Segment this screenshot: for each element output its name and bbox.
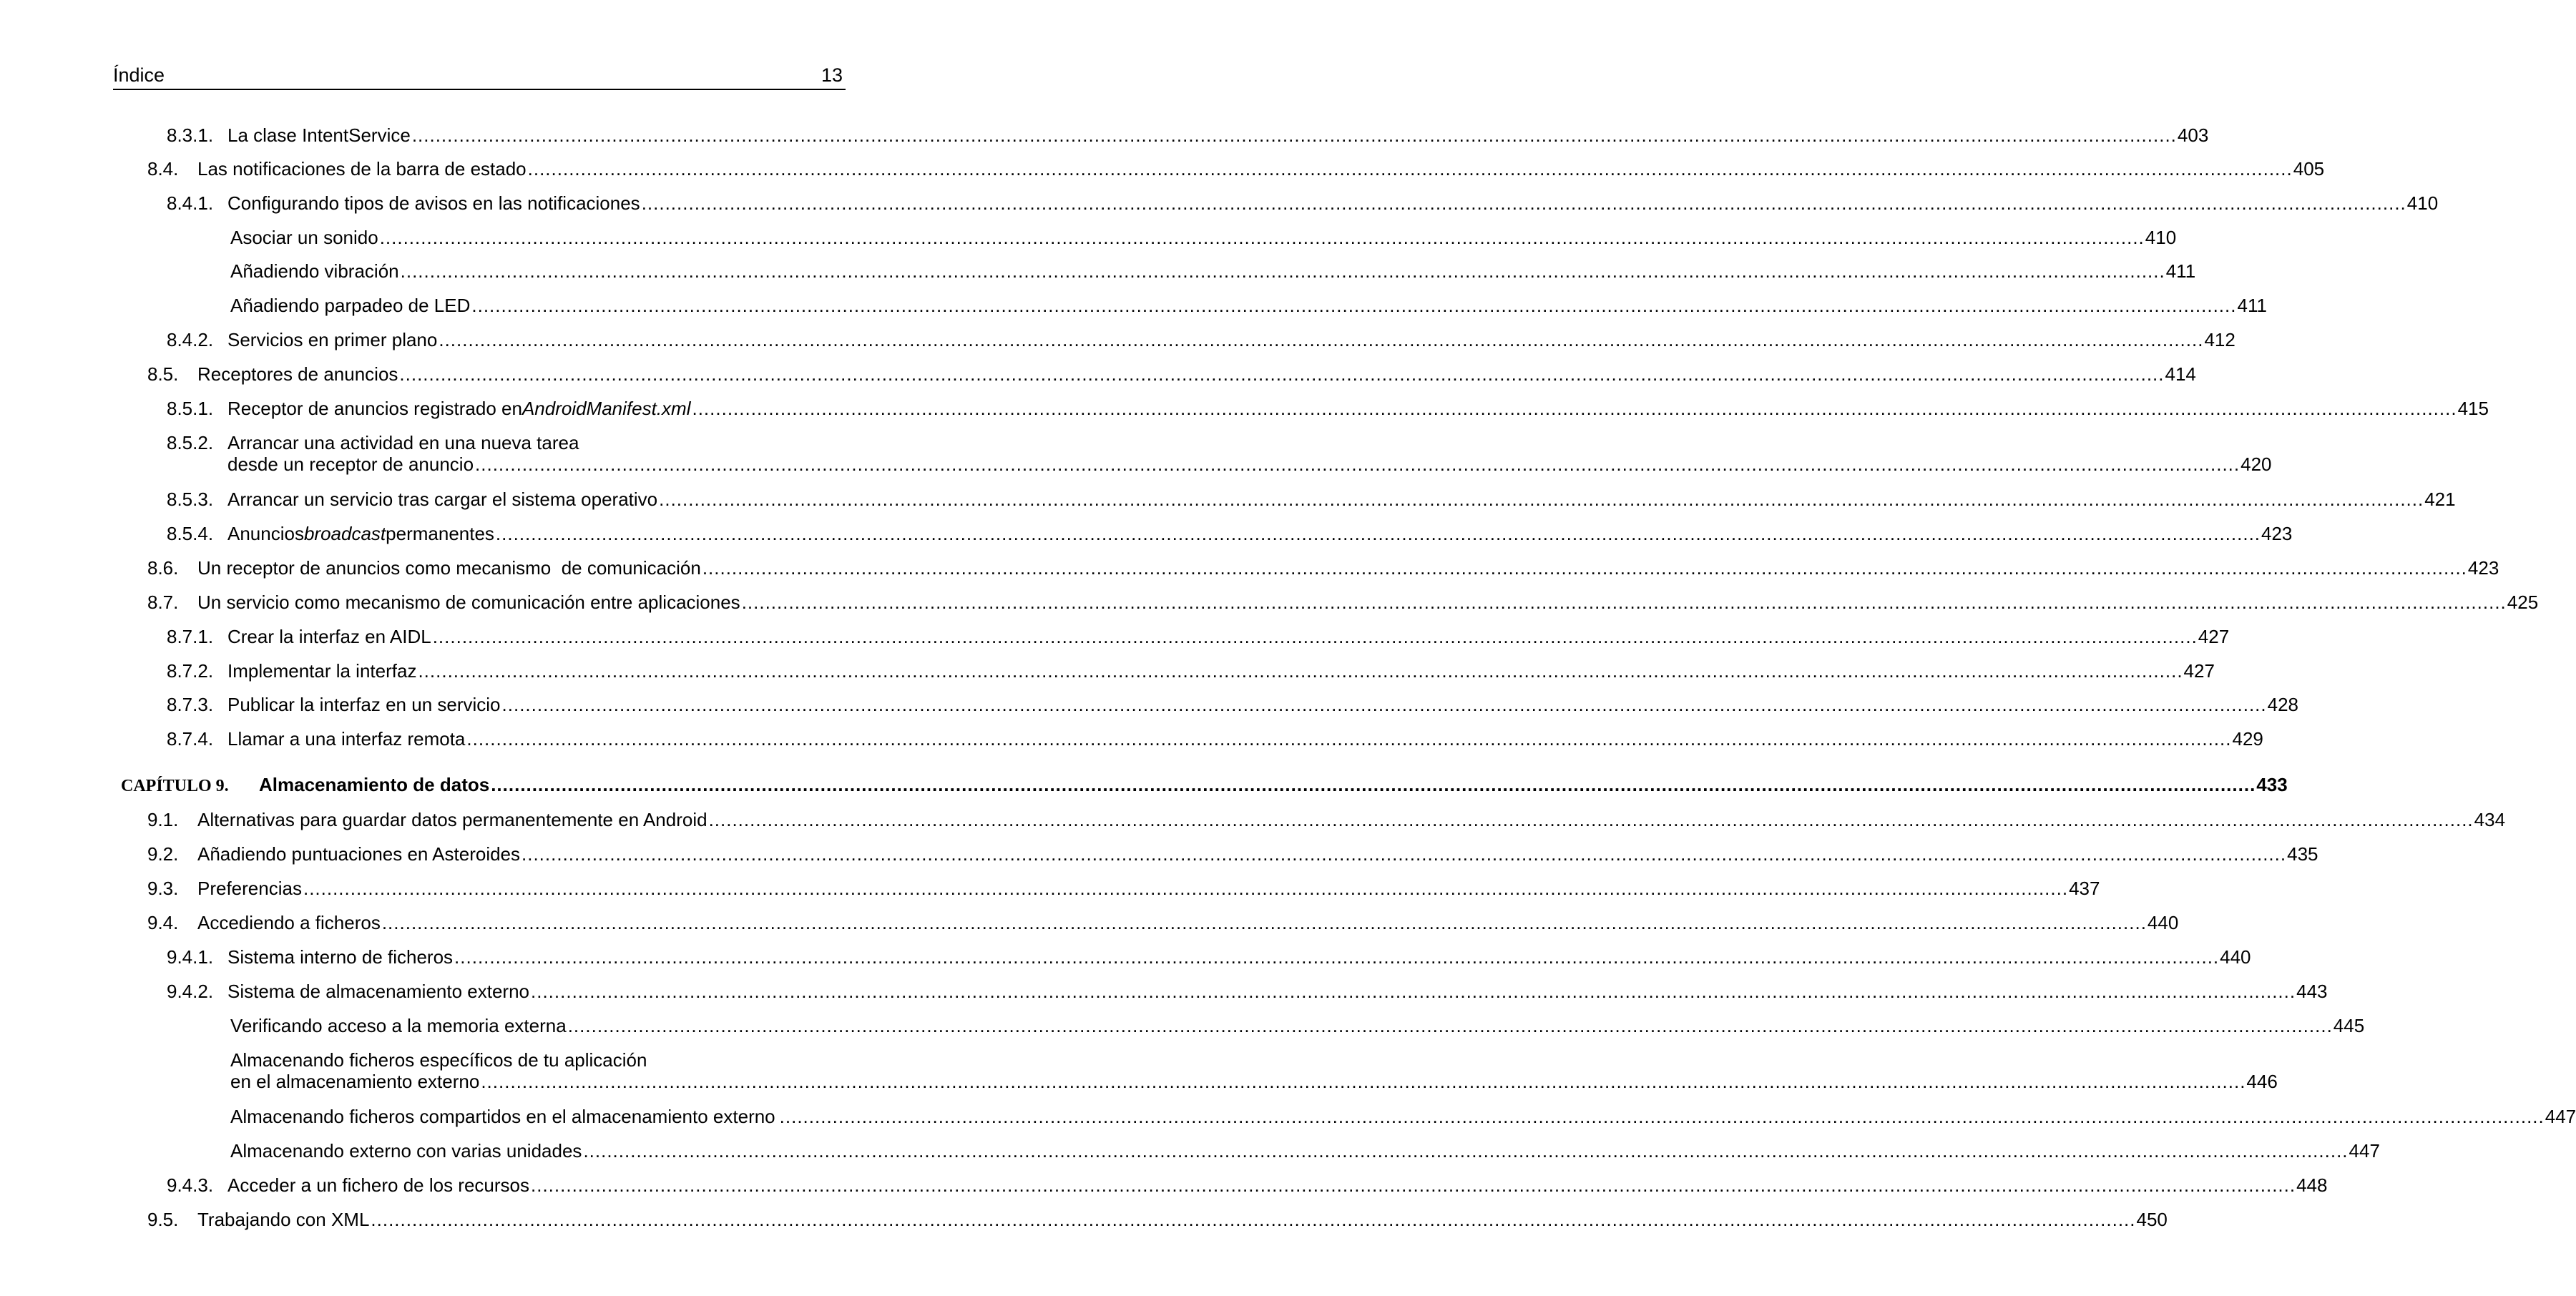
toc-entry-number: 9.4.1. — [167, 946, 214, 968]
toc-entry-number: 8.5.1. — [167, 398, 214, 419]
toc-entry-title: Acceder a un fichero de los recursos — [227, 1174, 529, 1196]
toc-entry — [167, 1174, 2328, 1197]
toc-entry — [147, 912, 2179, 934]
toc-entry-page: 429 — [2232, 728, 2263, 750]
toc-entry-title: Arrancar una actividad en una nueva tarea — [227, 432, 579, 453]
toc-entry-title: Sistema interno de ficheros — [227, 946, 454, 968]
toc-entry-page: 434 — [2474, 809, 2506, 830]
dot-leader: ............................................................................................................................................................................................................................................................................................................ — [475, 453, 2240, 475]
toc-entry-title: Accediendo a ficheros — [197, 912, 381, 933]
toc-entry — [230, 260, 2196, 283]
toc-entry-title-line2: en el almacenamiento externo — [230, 1071, 480, 1092]
toc-entry-page: 423 — [2261, 523, 2293, 544]
toc-entry-page: 421 — [2424, 489, 2456, 510]
toc-entry-title: Anuncios — [227, 523, 304, 544]
toc-entry — [147, 591, 2539, 614]
toc-entry-title: Añadiendo puntuaciones en Asteroides — [197, 843, 521, 865]
toc-entry-page: 411 — [2165, 260, 2196, 282]
toc-entry — [167, 523, 2293, 545]
toc-entry-page: 447 — [2545, 1106, 2576, 1127]
toc-entry — [147, 843, 2318, 865]
toc-entry — [167, 728, 2263, 750]
toc-entry-number: 9.5. — [147, 1209, 179, 1230]
toc-entry-page: 415 — [2457, 398, 2489, 419]
toc-entry-page: 420 — [2240, 453, 2272, 475]
toc-entry-page: 445 — [2333, 1015, 2365, 1036]
toc-entry-number: 8.5. — [147, 363, 179, 385]
dot-leader: ............................................................................................................................................................................................................................................................................................................ — [303, 878, 2069, 899]
dot-leader: ............................................................................................................................................................................................................................................................................................................ — [379, 227, 2145, 248]
dot-leader: ............................................................................................................................................................................................................................................................................................................ — [741, 591, 2507, 613]
toc-entry — [147, 557, 2499, 579]
toc-entry — [167, 694, 2299, 716]
toc-entry-page: 447 — [2349, 1140, 2380, 1162]
toc-entry — [167, 192, 2439, 215]
toc-entry-page: 410 — [2145, 227, 2177, 248]
toc-entry-title-after: permanentes — [386, 523, 494, 544]
toc-entry — [147, 1209, 2168, 1231]
dot-leader: ............................................................................................................................................................................................................................................................................................................ — [702, 557, 2467, 579]
toc-entry-page: 425 — [2507, 591, 2539, 613]
dot-leader: ............................................................................................................................................................................................................................................................................................................ — [481, 1071, 2246, 1092]
dot-leader: ............................................................................................................................................................................................................................................................................................................ — [692, 398, 2457, 419]
dot-leader: ............................................................................................................................................................................................................................................................................................................ — [400, 260, 2165, 282]
toc-entry-number: 9.1. — [147, 809, 179, 830]
toc-entry-title: Añadiendo parpadeo de LED — [230, 295, 471, 316]
toc-entry — [147, 878, 2100, 900]
toc-entry-title: Publicar la interfaz en un servicio — [227, 694, 501, 715]
toc-entry-number: 8.4. — [147, 158, 179, 180]
dot-leader: ............................................................................................................................................................................................................................................................................................................ — [495, 523, 2261, 544]
toc-entry-page: 405 — [2293, 158, 2325, 180]
toc-entry-page: 440 — [2220, 946, 2251, 968]
dot-leader: ............................................................................................................................................................................................................................................................................................................ — [411, 124, 2177, 146]
toc-entry — [167, 981, 2328, 1003]
toc-entry — [167, 432, 2272, 476]
toc-entry-number: 8.5.4. — [167, 523, 214, 544]
chapter-title: Almacenamiento de datos — [259, 774, 490, 795]
toc-entry — [230, 1015, 2365, 1037]
toc-entry-number: 9.2. — [147, 843, 179, 865]
toc-entry-page: 423 — [2467, 557, 2499, 579]
toc-entry-title: Servicios en primer plano — [227, 329, 438, 350]
toc-entry — [230, 1106, 2576, 1128]
dot-leader: ............................................................................................................................................................................................................................................................................................................ — [466, 728, 2232, 750]
page-header — [113, 62, 846, 90]
dot-leader: ............................................................................................................................................................................................................................................................................................................ — [521, 843, 2287, 865]
toc-entry-title: Receptores de anuncios — [197, 363, 398, 385]
header-page-number: 13 — [821, 64, 843, 86]
toc-entry-title: Trabajando con XML — [197, 1209, 370, 1230]
toc-entry — [147, 363, 2196, 386]
dot-leader: ............................................................................................................................................................................................................................................................................................................ — [454, 946, 2220, 968]
toc-entry-title: Un receptor de anuncios como mecanismo de comunicación — [197, 557, 701, 579]
dot-leader: ............................................................................................................................................................................................................................................................................................................ — [531, 981, 2296, 1002]
toc-entry-title-line2: desde un receptor de anuncio — [227, 453, 474, 475]
toc-entry-title: Llamar a una interfaz remota — [227, 728, 466, 750]
toc-entry — [167, 124, 2209, 147]
dot-leader: ............................................................................................................................................................................................................................................................................................................ — [779, 1106, 2545, 1127]
toc-entry-number: 8.7.1. — [167, 626, 214, 647]
dot-leader: ............................................................................................................................................................................................................................................................................................................ — [432, 626, 2198, 647]
toc-entry — [147, 158, 2325, 180]
header-title: Índice — [113, 64, 165, 86]
toc-entry-title: Sistema de almacenamiento externo — [227, 981, 530, 1002]
toc-entry-page: 440 — [2147, 912, 2179, 933]
toc-entry-page: 427 — [2198, 626, 2230, 647]
toc-entry-page: 443 — [2296, 981, 2328, 1002]
toc-entry-title-italic: broadcast — [303, 523, 386, 544]
dot-leader: ............................................................................................................................................................................................................................................................................................................ — [491, 774, 2256, 795]
dot-leader: ............................................................................................................................................................................................................................................................................................................ — [527, 158, 2293, 180]
toc-entry-title: Crear la interfaz en AIDL — [227, 626, 431, 647]
dot-leader: ............................................................................................................................................................................................................................................................................................................ — [371, 1209, 2136, 1230]
toc-entry-page: 446 — [2246, 1071, 2278, 1092]
toc-entry-page: 437 — [2069, 878, 2100, 899]
toc-entry-number: 9.4.2. — [167, 981, 214, 1002]
toc-entry-title: Configurando tipos de avisos en las notificaciones — [227, 192, 640, 214]
dot-leader: ............................................................................................................................................................................................................................................................................................................ — [659, 489, 2424, 510]
toc-entry-page: 411 — [2237, 295, 2267, 316]
toc-entry-number: 8.4.1. — [167, 192, 214, 214]
dot-leader: ............................................................................................................................................................................................................................................................................................................ — [583, 1140, 2349, 1162]
dot-leader: ............................................................................................................................................................................................................................................................................................................ — [567, 1015, 2333, 1036]
dot-leader: ............................................................................................................................................................................................................................................................................................................ — [471, 295, 2237, 316]
toc-entry — [167, 398, 2489, 420]
toc-entry-number: 8.5.2. — [167, 432, 214, 453]
toc-entry-page: 403 — [2177, 124, 2209, 146]
toc-entry-number: 8.7.2. — [167, 660, 214, 682]
dot-leader: ............................................................................................................................................................................................................................................................................................................ — [708, 809, 2474, 830]
dot-leader: ............................................................................................................................................................................................................................................................................................................ — [381, 912, 2147, 933]
toc-entry-number: 8.6. — [147, 557, 179, 579]
toc-entry — [167, 626, 2230, 648]
toc-chapter-entry — [121, 774, 2288, 796]
toc-entry-page: 448 — [2296, 1174, 2328, 1196]
toc-entry-number: 9.3. — [147, 878, 179, 899]
dot-leader: ............................................................................................................................................................................................................................................................................................................ — [501, 694, 2267, 715]
toc-entry-title-italic: AndroidManifest.xml — [521, 398, 691, 419]
toc-entry-page: 414 — [2165, 363, 2196, 385]
chapter-page: 433 — [2256, 774, 2288, 795]
toc-entry-title: Un servicio como mecanismo de comunicación entre aplicaciones — [197, 591, 740, 613]
toc-entry — [167, 660, 2215, 682]
toc-entry — [230, 295, 2267, 317]
toc-entry-page: 410 — [2406, 192, 2439, 214]
toc-entry-title: Arrancar un servicio tras cargar el sistema operativo — [227, 489, 658, 510]
toc-entry — [230, 227, 2177, 249]
toc-entry-page: 412 — [2204, 329, 2235, 350]
toc-entry-number: 8.7.4. — [167, 728, 214, 750]
toc-entry-page: 428 — [2267, 694, 2299, 715]
toc-entry-title: Asociar un sonido — [230, 227, 378, 248]
toc-entry-title: Almacenando ficheros compartidos en el almacenamiento externo — [230, 1106, 775, 1127]
toc-entry-number: 9.4. — [147, 912, 179, 933]
toc-entry-title: Receptor de anuncios registrado en — [227, 398, 522, 419]
toc-entry — [167, 329, 2235, 351]
toc-entry-number: 8.7.3. — [167, 694, 214, 715]
toc-entry-title: Preferencias — [197, 878, 302, 899]
toc-entry-title: La clase IntentService — [227, 124, 411, 146]
toc-entry — [167, 946, 2251, 968]
toc-entry-title: Alternativas para guardar datos permanentemente en Android — [197, 809, 707, 830]
toc-entry-title: Añadiendo vibración — [230, 260, 399, 282]
toc-entry-number: 9.4.3. — [167, 1174, 214, 1196]
toc-entry — [230, 1140, 2380, 1162]
toc-entry-number: 8.5.3. — [167, 489, 214, 510]
toc-entry — [147, 809, 2506, 831]
toc-entry — [167, 489, 2456, 511]
toc-entry — [230, 1049, 2278, 1093]
toc-entry-page: 450 — [2136, 1209, 2168, 1230]
dot-leader: ............................................................................................................................................................................................................................................................................................................ — [641, 192, 2406, 214]
toc-entry-title: Implementar la interfaz — [227, 660, 417, 682]
toc-entry-title: Verificando acceso a la memoria externa — [230, 1015, 567, 1036]
toc-entry-number: 8.3.1. — [167, 124, 214, 146]
toc-entry-title: Las notificaciones de la barra de estado — [197, 158, 527, 180]
toc-entry-page: 427 — [2183, 660, 2215, 682]
dot-leader: ............................................................................................................................................................................................................................................................................................................ — [399, 363, 2165, 385]
toc-entry-page: 435 — [2287, 843, 2318, 865]
dot-leader: ............................................................................................................................................................................................................................................................................................................ — [439, 329, 2204, 350]
dot-leader: ............................................................................................................................................................................................................................................................................................................ — [418, 660, 2183, 682]
toc-entry-title: Almacenando ficheros específicos de tu aplicación — [230, 1049, 647, 1071]
chapter-number: CAPÍTULO 9. — [121, 777, 229, 795]
toc-entry-number: 8.4.2. — [167, 329, 214, 350]
toc-entry-number: 8.7. — [147, 591, 179, 613]
toc-entry-title: Almacenando externo con varias unidades — [230, 1140, 582, 1162]
dot-leader: ............................................................................................................................................................................................................................................................................................................ — [531, 1174, 2296, 1196]
